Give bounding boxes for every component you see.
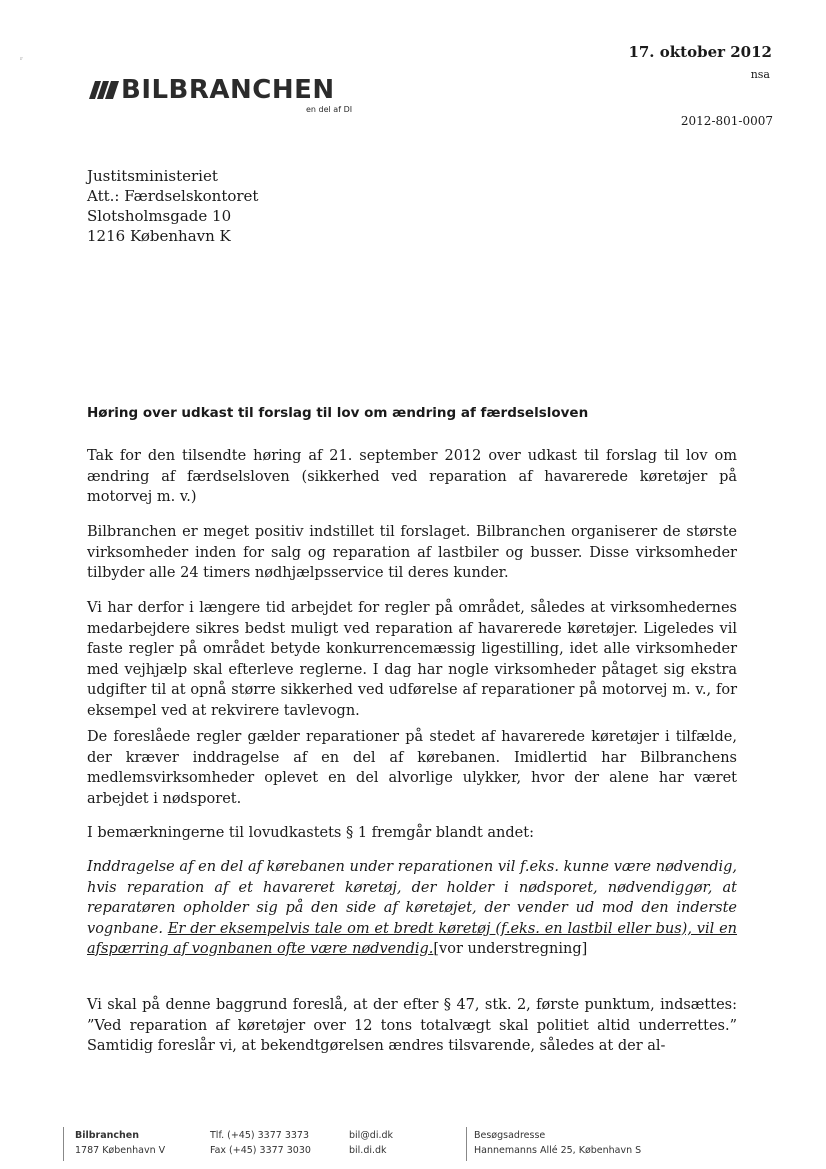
footer-tlf: Tlf. (+45) 3377 3373: [210, 1130, 309, 1141]
quote-text: Inddragelse af en del af kørebanen under reparationen vil f.eks. kunne være nødvendig, hvis reparation af et havareret køretøj, der holder i nødsporet, nødvendiggør, at reparatøren opholder sig på den side af køretøjet, der vender ud mod den inderste vognbane.: [87, 859, 737, 937]
footer-divider: [466, 1127, 467, 1161]
footer-visit-label: Besøgsadresse: [474, 1130, 546, 1141]
logo-wordmark: BILBRANCHEN: [121, 75, 335, 105]
footer-organization: [75, 1128, 165, 1158]
scan-speck: ᵣ: [20, 53, 24, 63]
body-paragraph-1: Tak for den tilsendte høring af 21. september 2012 over udkast til forslag til lov om ændring af færdselsloven (sikkerhed ved reparation af havarerede køretøjer på motorvej m. v.): [87, 448, 737, 505]
quote-note: [vor understregning]: [433, 941, 588, 957]
footer-email[interactable]: bil@di.dk: [349, 1130, 394, 1141]
logo-stripes-icon: [89, 81, 119, 99]
footer-visit-address: [474, 1128, 641, 1158]
quoted-remarks: [87, 857, 737, 960]
reference-number: 2012-801-0007: [680, 114, 773, 128]
footer-org-name: Bilbranchen: [75, 1130, 140, 1141]
footer-postal: 1787 København V: [75, 1145, 166, 1156]
body-paragraph-2: Bilbranchen er meget positiv indstillet til forslaget. Bilbranchen organiserer de største virksomheder inden for salg og reparation af lastbiler og busser. Disse virksomheder tilbyder alle 24 timers nødhjælpsservice til deres kunder.: [87, 524, 737, 581]
footer-fax: Fax (+45) 3377 3030: [210, 1145, 311, 1156]
body-paragraph-6: Vi skal på denne baggrund foreslå, at der efter § 47, stk. 2, første punktum, indsættes: ”Ved reparation af køretøjer over 12 tons totalvægt skal politiet altid underrettes.” Samtidig foreslår vi, at bekendtgørelsen ændres tilsvarende, således at der al-: [87, 997, 737, 1054]
footer-web[interactable]: bil.di.dk: [349, 1145, 387, 1156]
body-paragraph-5: I bemærkningerne til lovudkastets § 1 fremgår blandt andet:: [87, 825, 534, 841]
logo-subtitle: en del af DI: [306, 105, 353, 114]
body-paragraph-3: Vi har derfor i længere tid arbejdet for regler på området, således at virksomhedernes medarbejdere sikres bedst muligt ved reparation af havarerede køretøjer. Ligeledes vil faste regler på området betyde konkurrencemæssig ligestilling, idet alle virksomheder med vejhjælp skal efterleve reglerne. I dag har nogle virksomheder påtaget sig ekstra udgifter til at opnå større sikkerhed ved udførelse af reparationer på motorvej m. v., for eksempel ved at rekvirere tavlevogn.: [87, 600, 737, 719]
footer-divider: [63, 1127, 64, 1161]
footer-visit-value: Hannemanns Allé 25, København S: [474, 1145, 642, 1156]
body-paragraph-4: De foreslåede regler gælder reparationer på stedet af havarerede køretøjer i tilfælde, der kræver inddragelse af en del af kørebanen. Imidlertid har Bilbranchens medlemsvirksomheder oplevet en del alvorlige ulykker, hvor der alene har været arbejdet i nødsporet.: [87, 729, 737, 807]
footer-contact: [349, 1128, 393, 1158]
letter-subject: Høring over udkast til forslag til lov om ændring af færdselsloven: [87, 405, 589, 421]
bilbranchen-logo: [89, 75, 359, 125]
recipient-line: Slotsholmsgade 10: [87, 207, 232, 225]
quote-underlined-text: Er der eksempelvis tale om et bredt køretøj (f.eks. en lastbil eller bus), vil en afspærring af vognbanen ofte være nødvendig.: [87, 920, 738, 957]
recipient-line: 1216 København K: [87, 227, 231, 245]
footer-phone: [210, 1128, 311, 1158]
recipient-line: Justitsministeriet: [87, 167, 218, 185]
letter-date: 17. oktober 2012: [628, 43, 772, 61]
recipient-address: [87, 166, 258, 246]
recipient-line: Att.: Færdselskontoret: [87, 187, 259, 205]
sender-initials: nsa: [750, 68, 770, 81]
